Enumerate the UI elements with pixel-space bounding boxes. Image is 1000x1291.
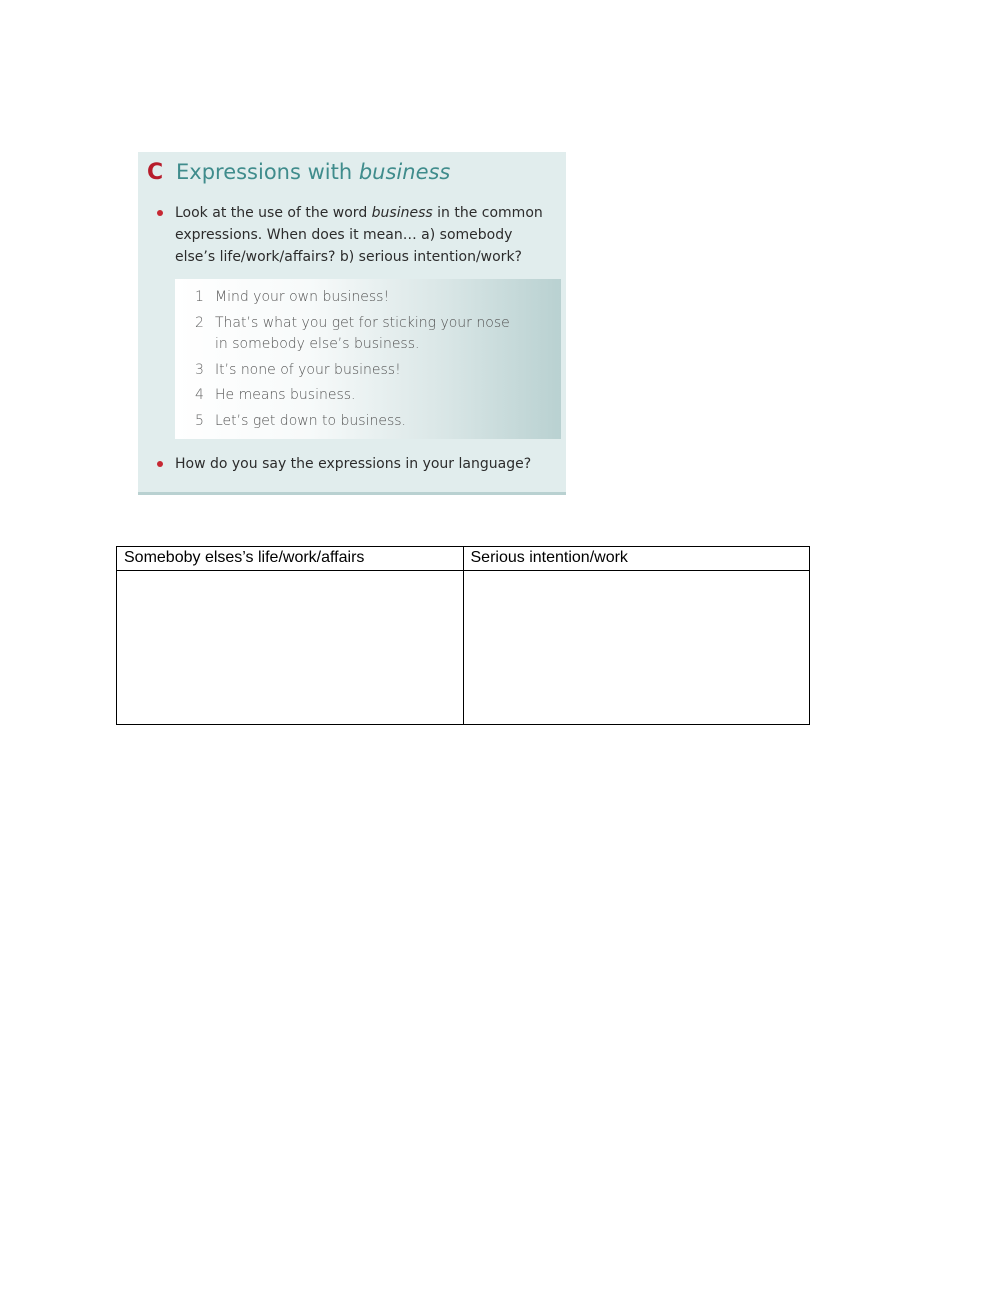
section-letter: C — [147, 160, 164, 185]
header-cell-serious-intention: Serious intention/work — [463, 547, 810, 571]
list-item-number: 2 — [195, 315, 204, 331]
list-item-text: Mind your own business! — [215, 289, 390, 305]
instruction-line1-start: Look at the use of the word — [175, 205, 372, 221]
bullet-icon — [157, 461, 163, 467]
list-item-number: 3 — [195, 362, 204, 378]
list-item-text: It’s none of your business! — [215, 362, 401, 378]
expressions-list — [175, 279, 561, 439]
discussion-question: How do you say the expressions in your language? — [175, 456, 532, 472]
list-item-number: 4 — [195, 387, 204, 403]
instruction-line1-end: in the common — [432, 205, 543, 221]
instruction-line2: expressions. When does it mean… a) somebody — [175, 227, 513, 243]
bullet-icon — [157, 210, 163, 216]
table-header-row — [117, 547, 810, 571]
section-title: Expressions with — [176, 160, 359, 184]
list-item-text: He means business. — [215, 387, 356, 403]
table-answer-row — [117, 571, 810, 725]
instruction-line3: else’s life/work/affairs? b) serious intention/work? — [175, 249, 522, 265]
instruction-paragraph — [175, 202, 560, 268]
instruction-emphasis: business — [371, 205, 433, 221]
list-item-text: Let’s get down to business. — [215, 413, 407, 429]
section-heading — [147, 158, 450, 187]
list-item-number: 1 — [195, 289, 204, 305]
answer-cell-others-affairs[interactable] — [117, 571, 464, 725]
header-cell-others-affairs: Someboby elses’s life/work/affairs — [117, 547, 464, 571]
exercise-box — [138, 152, 566, 495]
sorting-table — [116, 546, 810, 725]
section-title-emphasis: business — [358, 160, 451, 184]
answer-cell-serious-intention[interactable] — [463, 571, 810, 725]
list-item-number: 5 — [195, 413, 204, 429]
list-item-text-line2: in somebody else’s business. — [215, 336, 420, 352]
list-item-text-line1: That’s what you get for sticking your nose — [215, 315, 510, 331]
